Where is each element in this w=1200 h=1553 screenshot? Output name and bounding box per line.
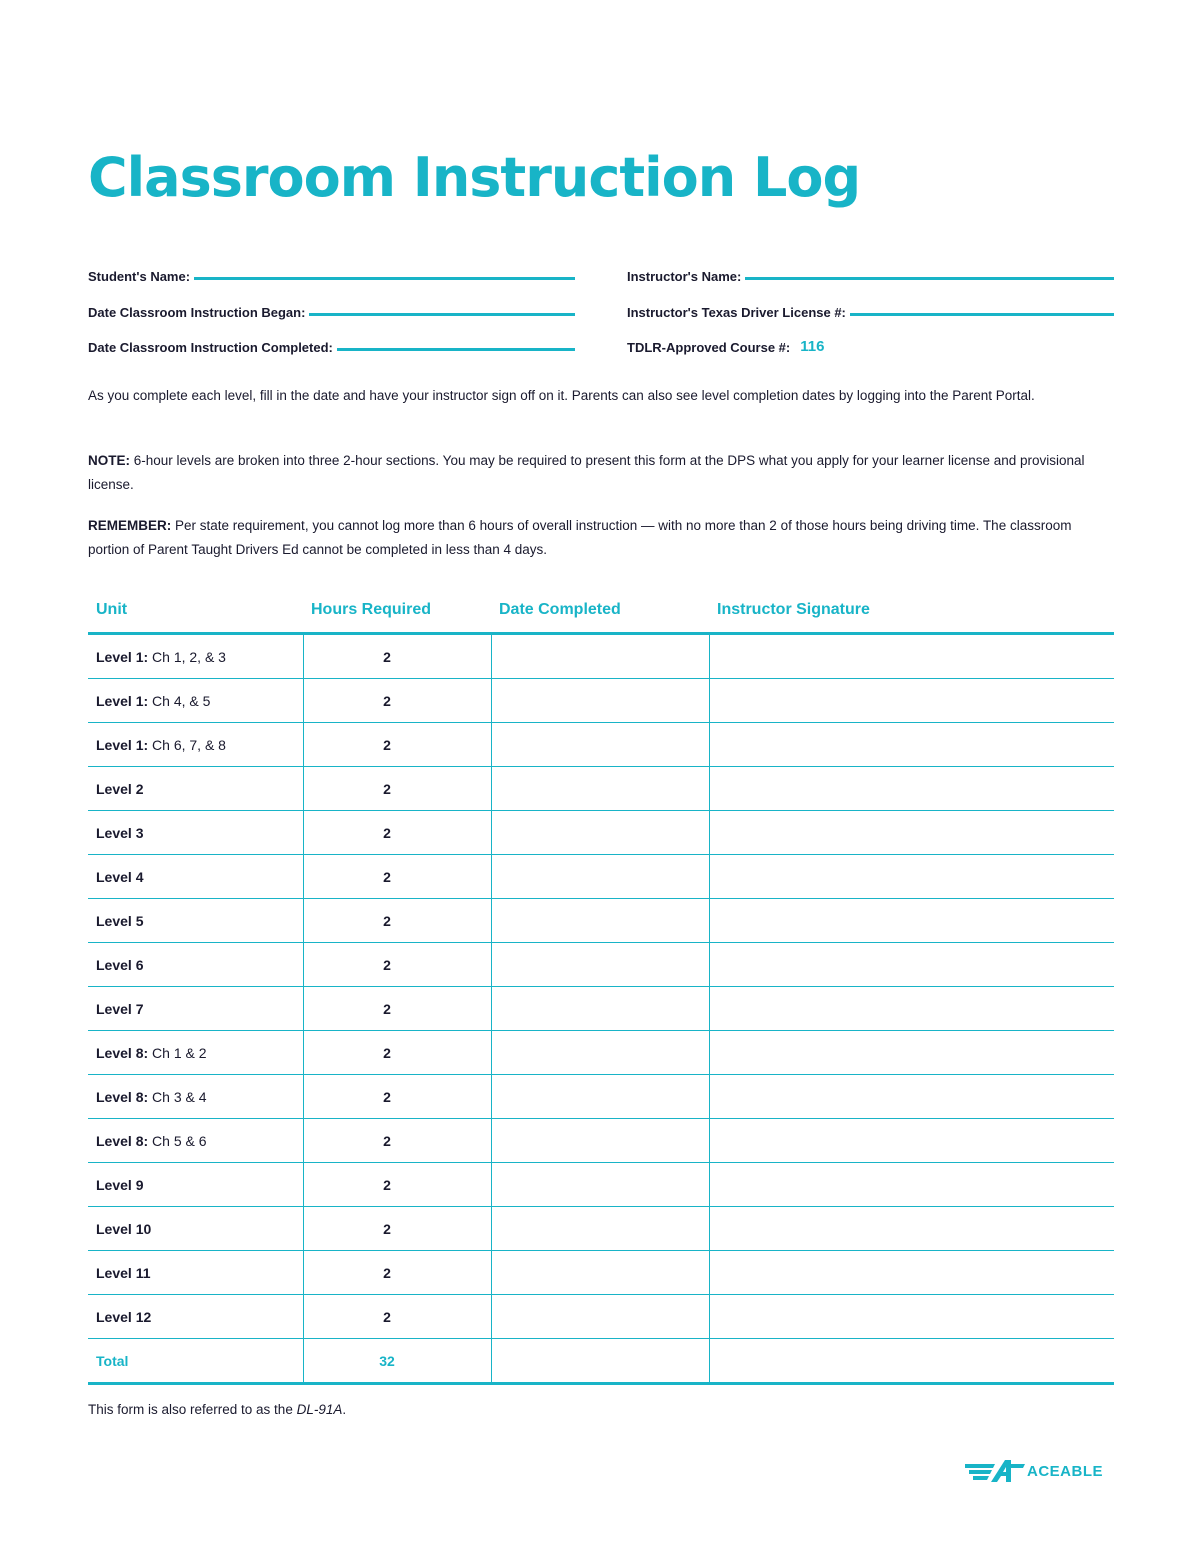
note-paragraph xyxy=(88,449,1113,497)
hours-cell: 2 xyxy=(303,1031,491,1075)
total-row xyxy=(88,1339,1114,1384)
date-completed-cell[interactable] xyxy=(491,987,709,1031)
course-number-value: 116 xyxy=(800,338,825,355)
remember-text: Per state requirement, you cannot log more than 6 hours of overall instruction — with no more than 2 of those hours being driving time. The classroom portion of Parent Taught Drivers Ed cannot be completed in less than 4 days. xyxy=(88,518,1072,557)
instructor-name-line[interactable] xyxy=(745,277,1114,280)
aceable-logo-icon xyxy=(965,1458,1025,1484)
signature-cell[interactable] xyxy=(709,1295,1114,1339)
date-completed-cell[interactable] xyxy=(491,1163,709,1207)
table-row xyxy=(88,811,1114,855)
hours-cell: 2 xyxy=(303,634,491,679)
header-date-completed: Date Completed xyxy=(491,592,709,634)
table-row xyxy=(88,1207,1114,1251)
signature-cell[interactable] xyxy=(709,1163,1114,1207)
unit-cell xyxy=(88,899,303,943)
instructor-license-line[interactable] xyxy=(850,313,1114,316)
table-row xyxy=(88,679,1114,723)
unit-label: Level 1: xyxy=(96,648,149,665)
signature-cell[interactable] xyxy=(709,634,1114,679)
header-hours-required: Hours Required xyxy=(303,592,491,634)
unit-detail: Ch 3 & 4 xyxy=(148,1088,207,1105)
aceable-logo-text: ACEABLE xyxy=(1027,1462,1104,1480)
hours-cell: 2 xyxy=(303,1163,491,1207)
intro-paragraph: As you complete each level, fill in the date and have your instructor sign off on it. Parents can also see level completion dates by logging into the Parent Portal. xyxy=(88,388,1035,403)
table-header-row xyxy=(88,592,1114,634)
unit-cell xyxy=(88,1075,303,1119)
date-completed-cell[interactable] xyxy=(491,723,709,767)
hours-cell: 2 xyxy=(303,987,491,1031)
unit-detail: Ch 1 & 2 xyxy=(148,1044,207,1061)
hours-cell: 2 xyxy=(303,943,491,987)
unit-cell xyxy=(88,1207,303,1251)
instructor-name-label: Instructor's Name: xyxy=(627,269,742,284)
signature-cell[interactable] xyxy=(709,1031,1114,1075)
unit-label: Level 11 xyxy=(96,1264,151,1281)
date-completed-cell[interactable] xyxy=(491,855,709,899)
table-row xyxy=(88,1119,1114,1163)
date-completed-cell[interactable] xyxy=(491,679,709,723)
date-completed-cell[interactable] xyxy=(491,811,709,855)
footnote-suffix: . xyxy=(342,1402,347,1417)
date-completed-cell[interactable] xyxy=(491,1295,709,1339)
date-completed-cell[interactable] xyxy=(491,1251,709,1295)
date-completed-cell[interactable] xyxy=(491,1119,709,1163)
student-name-label: Student's Name: xyxy=(88,269,191,284)
instruction-log-table xyxy=(88,592,1114,1385)
hours-cell: 2 xyxy=(303,1295,491,1339)
unit-cell xyxy=(88,1119,303,1163)
date-completed-cell[interactable] xyxy=(491,899,709,943)
header-instructor-signature: Instructor Signature xyxy=(709,592,1114,634)
unit-cell xyxy=(88,723,303,767)
signature-cell[interactable] xyxy=(709,679,1114,723)
table-row xyxy=(88,723,1114,767)
unit-cell xyxy=(88,767,303,811)
hours-cell: 2 xyxy=(303,1251,491,1295)
header-unit: Unit xyxy=(88,592,303,634)
instructor-name-field[interactable] xyxy=(627,262,1114,284)
signature-cell[interactable] xyxy=(709,1075,1114,1119)
unit-label: Level 5 xyxy=(96,912,144,929)
unit-cell xyxy=(88,634,303,679)
hours-cell: 2 xyxy=(303,899,491,943)
unit-detail: Ch 1, 2, & 3 xyxy=(148,648,226,665)
instructor-license-field[interactable] xyxy=(627,298,1114,320)
unit-label: Level 8: xyxy=(96,1088,149,1105)
table-row xyxy=(88,634,1114,679)
date-began-line[interactable] xyxy=(309,313,575,316)
course-number-label: TDLR-Approved Course #: xyxy=(627,340,791,355)
table-row xyxy=(88,899,1114,943)
table-row xyxy=(88,1075,1114,1119)
unit-cell xyxy=(88,811,303,855)
unit-label: Level 7 xyxy=(96,1000,144,1017)
hours-cell: 2 xyxy=(303,1075,491,1119)
page-title: Classroom Instruction Log xyxy=(88,146,861,209)
table-row xyxy=(88,1295,1114,1339)
unit-label: Level 2 xyxy=(96,780,144,797)
table-row xyxy=(88,855,1114,899)
unit-label: Level 8: xyxy=(96,1132,149,1149)
remember-label: REMEMBER: xyxy=(88,518,172,533)
unit-cell xyxy=(88,679,303,723)
date-completed-cell[interactable] xyxy=(491,943,709,987)
table-row xyxy=(88,987,1114,1031)
unit-label: Level 12 xyxy=(96,1308,152,1325)
signature-cell[interactable] xyxy=(709,943,1114,987)
signature-cell[interactable] xyxy=(709,1251,1114,1295)
unit-label: Level 4 xyxy=(96,868,144,885)
unit-detail: Ch 5 & 6 xyxy=(148,1132,207,1149)
signature-cell[interactable] xyxy=(709,1119,1114,1163)
date-completed-cell[interactable] xyxy=(491,1031,709,1075)
total-signature-cell[interactable] xyxy=(709,1339,1114,1384)
note-text: 6-hour levels are broken into three 2-hour sections. You may be required to present this form at the DPS what you apply for your learner license and provisional license. xyxy=(88,453,1085,492)
hours-cell: 2 xyxy=(303,1207,491,1251)
table-row xyxy=(88,1251,1114,1295)
hours-cell: 2 xyxy=(303,767,491,811)
date-completed-label: Date Classroom Instruction Completed: xyxy=(88,340,333,355)
signature-cell[interactable] xyxy=(709,723,1114,767)
unit-cell xyxy=(88,1163,303,1207)
unit-cell xyxy=(88,987,303,1031)
signature-cell[interactable] xyxy=(709,855,1114,899)
unit-label: Level 8: xyxy=(96,1044,149,1061)
aceable-logo xyxy=(965,1458,1103,1484)
unit-label: Level 1: xyxy=(96,692,149,709)
date-completed-line[interactable] xyxy=(337,348,575,351)
signature-cell[interactable] xyxy=(709,767,1114,811)
table-row xyxy=(88,1031,1114,1075)
total-label: Total xyxy=(88,1339,303,1384)
unit-label: Level 10 xyxy=(96,1220,152,1237)
hours-cell: 2 xyxy=(303,855,491,899)
table-row xyxy=(88,943,1114,987)
remember-paragraph xyxy=(88,514,1113,562)
table-row xyxy=(88,767,1114,811)
unit-cell xyxy=(88,855,303,899)
unit-detail: Ch 6, 7, & 8 xyxy=(148,736,226,753)
date-completed-cell[interactable] xyxy=(491,767,709,811)
form-footnote xyxy=(88,1402,346,1417)
date-completed-cell[interactable] xyxy=(491,634,709,679)
footnote-form-number: DL-91A xyxy=(296,1402,343,1417)
date-began-label: Date Classroom Instruction Began: xyxy=(88,305,306,320)
total-hours: 32 xyxy=(303,1339,491,1384)
total-date-cell[interactable] xyxy=(491,1339,709,1384)
unit-label: Level 1: xyxy=(96,736,149,753)
unit-cell xyxy=(88,943,303,987)
student-name-line[interactable] xyxy=(194,277,575,280)
date-completed-cell[interactable] xyxy=(491,1075,709,1119)
note-label: NOTE: xyxy=(88,453,130,468)
hours-cell: 2 xyxy=(303,679,491,723)
date-completed-field[interactable] xyxy=(88,333,575,355)
date-began-field[interactable] xyxy=(88,298,575,320)
table-row xyxy=(88,1163,1114,1207)
unit-detail: Ch 4, & 5 xyxy=(148,692,211,709)
hours-cell: 2 xyxy=(303,811,491,855)
footnote-prefix: This form is also referred to as the xyxy=(88,1402,297,1417)
course-number-field xyxy=(627,333,1114,355)
signature-cell[interactable] xyxy=(709,1207,1114,1251)
instructor-license-label: Instructor's Texas Driver License #: xyxy=(627,305,846,320)
unit-cell xyxy=(88,1031,303,1075)
student-name-field[interactable] xyxy=(88,262,575,284)
unit-label: Level 9 xyxy=(96,1176,144,1193)
hours-cell: 2 xyxy=(303,1119,491,1163)
signature-cell[interactable] xyxy=(709,987,1114,1031)
date-completed-cell[interactable] xyxy=(491,1207,709,1251)
signature-cell[interactable] xyxy=(709,811,1114,855)
unit-label: Level 6 xyxy=(96,956,144,973)
unit-cell xyxy=(88,1295,303,1339)
signature-cell[interactable] xyxy=(709,899,1114,943)
hours-cell: 2 xyxy=(303,723,491,767)
unit-cell xyxy=(88,1251,303,1295)
unit-label: Level 3 xyxy=(96,824,144,841)
